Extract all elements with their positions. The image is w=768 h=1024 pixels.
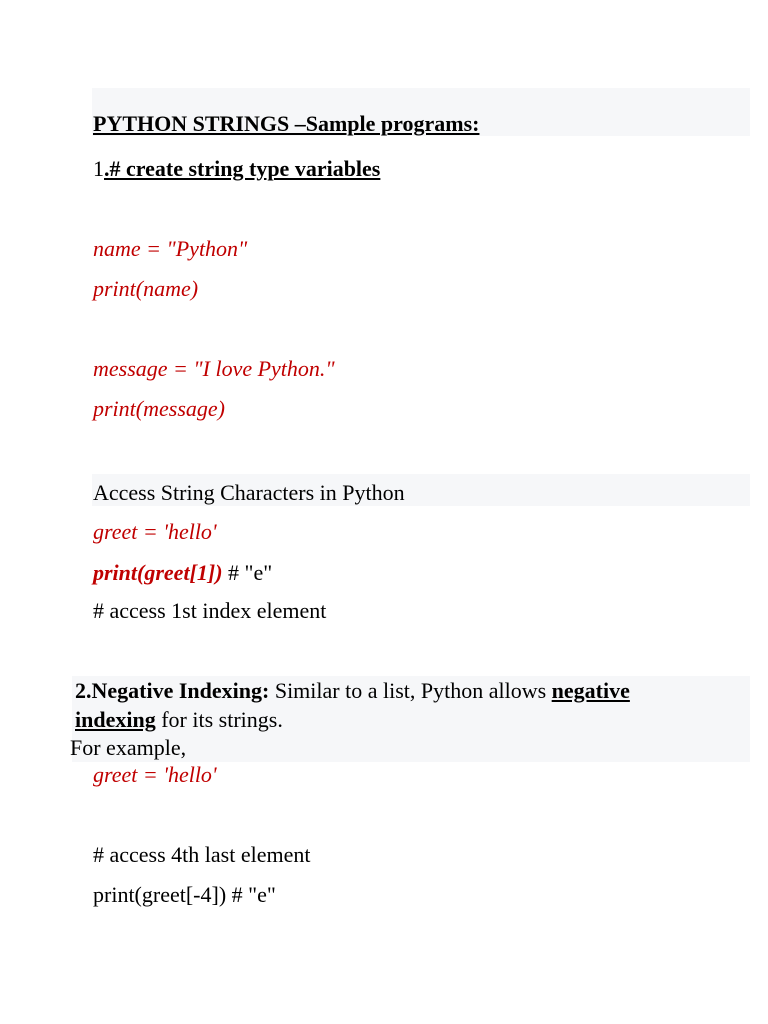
code-line: greet = 'hello' (93, 519, 217, 544)
access-print-code: print(greet[1]) (93, 560, 223, 585)
code-line: name = "Python" (93, 236, 248, 261)
section1-number: 1 (93, 156, 104, 181)
code-line: print(name) (93, 276, 199, 301)
section2-paragraph-line2 (75, 707, 283, 733)
section2-text-part2: for its strings. (155, 707, 283, 732)
section2-negative: negative (551, 678, 630, 703)
section2-indexing: indexing (75, 707, 156, 732)
section2-example: For example, (70, 735, 187, 760)
section1-heading-text: .# create string type variables (104, 156, 381, 181)
code-line: message = "I love Python." (93, 356, 335, 381)
section1-heading (93, 156, 380, 182)
section2-paragraph-line1 (75, 678, 630, 704)
section2-heading: 2.Negative Indexing: (75, 678, 270, 703)
code-line: print(message) (93, 396, 225, 421)
access-heading: Access String Characters in Python (93, 480, 405, 505)
section2-comment: # access 4th last element (93, 842, 311, 867)
section2-text-part1: Similar to a list, Python allows (269, 678, 552, 703)
code-line: greet = 'hello' (93, 762, 217, 787)
access-print-line (93, 560, 272, 586)
access-print-comment: # "e" (222, 560, 273, 585)
page-title: PYTHON STRINGS –Sample programs: (93, 111, 480, 136)
access-comment: # access 1st index element (93, 598, 327, 623)
section2-print-line: print(greet[-4]) # "e" (93, 882, 276, 907)
